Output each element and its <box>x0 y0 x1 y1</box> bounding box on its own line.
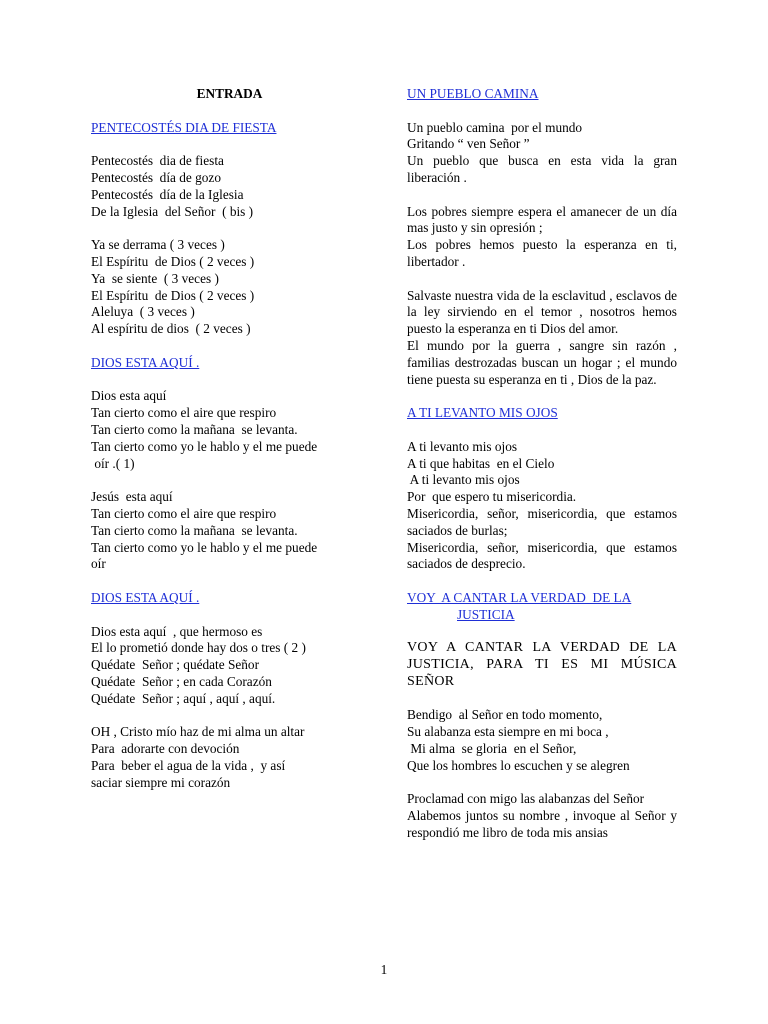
lyric-paragraph: Alabemos juntos su nombre , invoque al Señor y respondió me libro de toda mis ansias <box>407 808 677 841</box>
chorus-caps: VOY A CANTAR LA VERDAD DE LA JUSTICIA, PARA TI ES MI MÚSICA SEÑOR <box>407 640 677 689</box>
song-title-dios-esta-aqui-2[interactable]: DIOS ESTA AQUÍ . <box>91 589 200 605</box>
lyric-line: Su alabanza esta siempre en mi boca , <box>407 724 609 740</box>
lyric-line: Pentecostés día de la Iglesia <box>91 186 244 202</box>
lyric-line: Dios esta aquí <box>91 388 167 404</box>
page-number: 1 <box>380 962 388 977</box>
song-title-dios-esta-aqui-1[interactable]: DIOS ESTA AQUÍ . <box>91 354 200 370</box>
lyric-line: Al espíritu de dios ( 2 veces ) <box>91 321 251 337</box>
lyric-line: Tan cierto como yo le hablo y el me puede <box>91 539 318 555</box>
lyric-line: A ti levanto mis ojos <box>407 472 520 488</box>
lyric-line: Dios esta aquí , que hermoso es <box>91 623 263 639</box>
lyric-line: Que los hombres lo escuchen y se alegren <box>407 757 630 773</box>
lyric-line: Quédate Señor ; quédate Señor <box>91 657 260 673</box>
lyric-line: Un pueblo camina por el mundo <box>407 119 583 135</box>
lyric-paragraph: El mundo por la guerra , sangre sin razón , familias destrozadas buscan un hogar ; el mundo tiene puesta su esperanza en ti , Dios de la paz. <box>407 337 677 387</box>
lyric-line: Quédate Señor ; aquí , aquí , aquí. <box>91 690 276 706</box>
lyric-line: Pentecostés día de gozo <box>91 169 221 185</box>
lyric-line: De la Iglesia del Señor ( bis ) <box>91 203 254 219</box>
lyric-line: Tan cierto como yo le hablo y el me puede <box>91 438 318 454</box>
lyric-line: Ya se siente ( 3 veces ) <box>91 270 219 286</box>
lyric-line: OH , Cristo mío haz de mi alma un altar <box>91 724 305 740</box>
lyric-line: Tan cierto como la mañana se levanta. <box>91 522 298 538</box>
lyric-line: Mi alma se gloria en el Señor, <box>407 741 577 757</box>
lyric-line: Aleluya ( 3 veces ) <box>91 304 195 320</box>
left-column <box>91 86 368 791</box>
song-title-a-ti-levanto[interactable]: A TI LEVANTO MIS OJOS <box>407 405 558 421</box>
lyric-line: Tan cierto como la mañana se levanta. <box>91 421 298 437</box>
entrada-heading: ENTRADA <box>196 86 263 101</box>
lyric-line: Para adorarte con devoción <box>91 741 240 757</box>
lyric-line: Por que espero tu misericordia. <box>407 489 577 505</box>
lyric-line: A ti levanto mis ojos <box>407 438 518 454</box>
lyric-line: Tan cierto como el aire que respiro <box>91 405 277 421</box>
lyric-paragraph: Misericordia, señor, misericordia, que estamos saciados de burlas; <box>407 505 677 538</box>
lyric-paragraph: Proclamad con migo las alabanzas del Señor <box>407 791 645 807</box>
right-column <box>407 86 677 842</box>
lyric-line: Gritando “ ven Señor ” <box>407 136 530 152</box>
lyric-line: El lo prometió donde hay dos o tres ( 2 ) <box>91 640 306 656</box>
lyric-line: Bendigo al Señor en todo momento, <box>407 707 603 723</box>
song-title-voy-a-cantar-line2[interactable]: JUSTICIA <box>457 606 515 622</box>
lyric-paragraph: Los pobres siempre espera el amanecer de un día mas justo y sin opresión ; <box>407 203 677 236</box>
lyric-line: oír <box>91 556 106 572</box>
lyric-paragraph: Un pueblo que busca en esta vida la gran liberación . <box>407 153 677 185</box>
lyric-line: Pentecostés dia de fiesta <box>91 153 224 169</box>
lyric-line: El Espíritu de Dios ( 2 veces ) <box>91 253 255 269</box>
lyric-line: saciar siempre mi corazón <box>91 774 231 790</box>
song-title-voy-a-cantar[interactable]: VOY A CANTAR LA VERDAD DE LA <box>407 589 632 605</box>
lyric-line: Jesús esta aquí <box>91 489 173 505</box>
lyric-line: A ti que habitas en el Cielo <box>407 455 555 471</box>
lyric-line: oír .( 1) <box>91 455 135 471</box>
lyric-line: Tan cierto como el aire que respiro <box>91 505 277 521</box>
song-title-un-pueblo-camina[interactable]: UN PUEBLO CAMINA <box>407 86 539 101</box>
lyric-line: El Espíritu de Dios ( 2 veces ) <box>91 287 255 303</box>
song-title-pentecostes[interactable]: PENTECOSTÉS DIA DE FIESTA <box>91 119 277 135</box>
lyric-line: Ya se derrama ( 3 veces ) <box>91 237 225 253</box>
lyric-line: Quédate Señor ; en cada Corazón <box>91 673 272 689</box>
lyric-paragraph: Misericordia, señor, misericordia, que estamos saciados de desprecio. <box>407 539 677 572</box>
lyric-paragraph: Salvaste nuestra vida de la esclavitud , esclavos de la ley sirviendo en el temor , nosotros hemos puesto la esperanza en ti Dios del amor. <box>407 287 677 337</box>
lyric-paragraph: Los pobres hemos puesto la esperanza en ti, libertador . <box>407 237 677 269</box>
lyric-line: Para beber el agua de la vida , y así <box>91 757 286 773</box>
